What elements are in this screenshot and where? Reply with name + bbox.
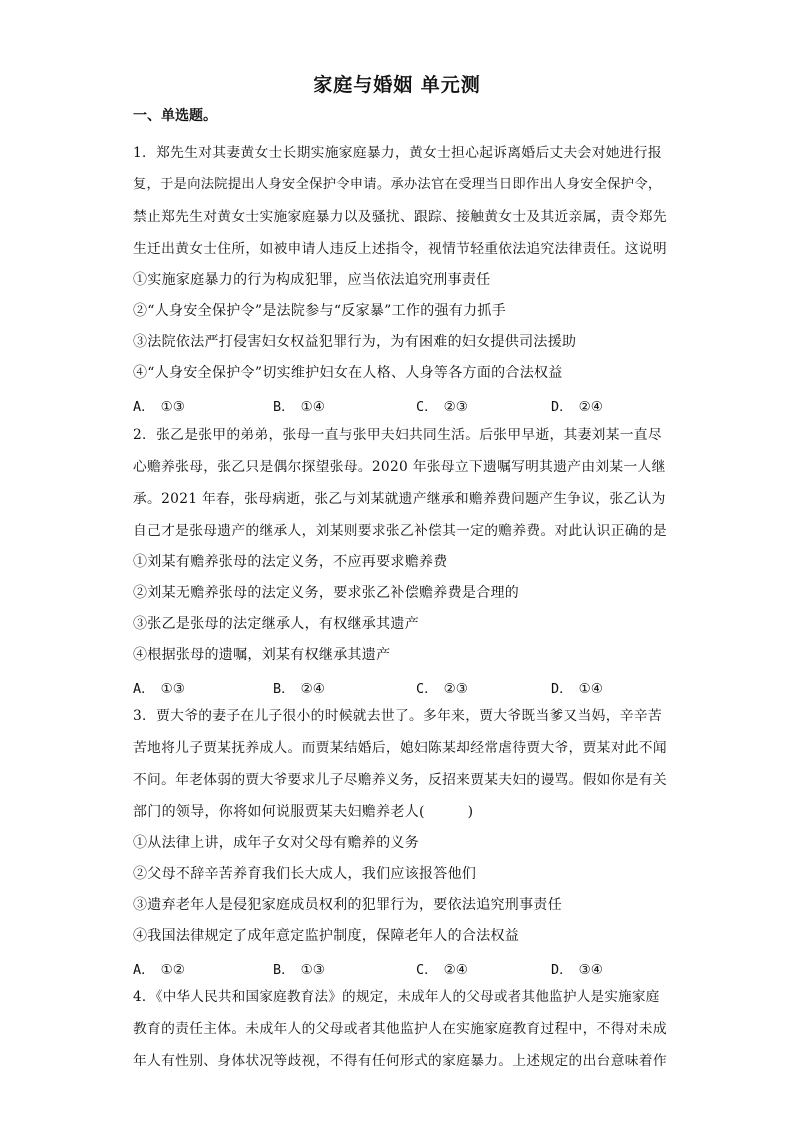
question-text-line: 苦地将儿子贾某抚养成人。而贾某结婚后，媳妇陈某却经常虐待贾大爷，贾某对此不闻 [133,740,667,756]
answer-options [133,958,668,976]
statement-item: ④“人身安全保护令”切实维护妇女在人格、人身等各方面的合法权益 [133,365,563,381]
option-c[interactable]: C． ②③ [416,399,468,415]
option-c[interactable]: C． ②③ [416,681,468,697]
question-text-line: 不问。年老体弱的贾大爷要求儿子尽赡养义务，反招来贾某夫妇的谩骂。假如你是有关 [133,772,667,788]
option-b[interactable]: B． ①④ [273,399,325,415]
question-text-line: 自己才是张母遗产的继承人，刘某则要求张乙补偿其一定的赡养费。对此认识正确的是 [133,523,667,539]
question-text-line: 4．《中华人民共和国家庭教育法》的规定，未成年人的父母或者其他监护人是实施家庭 [133,989,660,1005]
question-text-line: 3．贾大爷的妻子在儿子很小的时候就去世了。多年来，贾大爷既当爹又当妈，辛辛苦 [133,708,662,724]
question-text-line: 心赡养张母，张乙只是偶尔探望张母。2020 年张母立下遗嘱写明其遗产由刘某一人继 [133,459,666,475]
option-d[interactable]: D． ③④ [551,962,603,978]
option-d[interactable]: D． ①④ [551,681,603,697]
question-text-line: 部门的领导，你将如何说服贾某夫妇赡养老人( ) [133,804,474,820]
question-text-line: 年人有性别、身体状况等歧视，不得有任何形式的家庭暴力。上述规定的出台意味着作 [133,1053,667,1069]
statement-item: ④我国法律规定了成年意定监护制度，保障老年人的合法权益 [133,928,520,944]
statement-item: ①从法律上讲，成年子女对父母有赡养的义务 [133,835,419,851]
statement-item: ②刘某无赡养张母的法定义务，要求张乙补偿赡养费是合理的 [133,585,520,601]
option-c[interactable]: C． ②④ [416,962,468,978]
question-text-line: 承。2021 年春，张母病逝，张乙与刘某就遗产继承和赡养费问题产生争议，张乙认为 [133,491,666,507]
page-title: 家庭与婚姻 单元测 [313,74,481,96]
option-b[interactable]: B． ②④ [273,681,325,697]
statement-item: ②“人身安全保护令”是法院参与“反家暴”工作的强有力抓手 [133,303,507,319]
section-heading: 一、单选题。 [133,108,217,124]
answer-options [133,677,668,695]
statement-item: ④根据张母的遗嘱，刘某有权继承其遗产 [133,647,391,663]
statement-item: ②父母不辞辛苦养育我们长大成人，我们应该报答他们 [133,866,477,882]
option-a[interactable]: A． ①② [133,962,185,978]
option-a[interactable]: A． ①③ [133,681,185,697]
statement-item: ①实施家庭暴力的行为构成犯罪，应当依法追究刑事责任 [133,272,491,288]
question-text-line: 2．张乙是张甲的弟弟，张母一直与张甲夫妇共同生活。后张甲早逝，其妻刘某一直尽 [133,427,662,443]
statement-item: ③张乙是张母的法定继承人，有权继承其遗产 [133,616,419,632]
statement-item: ③遗弃老年人是侵犯家庭成员权利的犯罪行为，要依法追究刑事责任 [133,897,562,913]
statement-item: ③法院依法严打侵害妇女权益犯罪行为，为有困难的妇女提供司法援助 [133,334,577,350]
question-text-line: 生迁出黄女士住所，如被申请人违反上述指令，视情节轻重依法追究法律责任。这说明 [133,241,667,257]
option-a[interactable]: A． ①③ [133,399,185,415]
question-text-line: 复，于是向法院提出人身安全保护令申请。承办法官在受理当日即作出人身安全保护令， [133,177,662,192]
question-text-line: 教育的责任主体。未成年人的父母或者其他监护人在实施家庭教育过程中，不得对未成 [133,1021,667,1037]
statement-item: ①刘某有赡养张母的法定义务，不应再要求赡养费 [133,554,448,570]
question-text-line: 禁止郑先生对黄女士实施家庭暴力以及骚扰、跟踪、接触黄女士及其近亲属，责令郑先 [133,209,667,225]
question-text-line: 1．郑先生对其妻黄女士长期实施家庭暴力，黄女士担心起诉离婚后丈夫会对她进行报 [133,145,662,161]
option-b[interactable]: B． ①③ [273,962,325,978]
answer-options [133,395,668,413]
option-d[interactable]: D． ②④ [551,399,603,415]
